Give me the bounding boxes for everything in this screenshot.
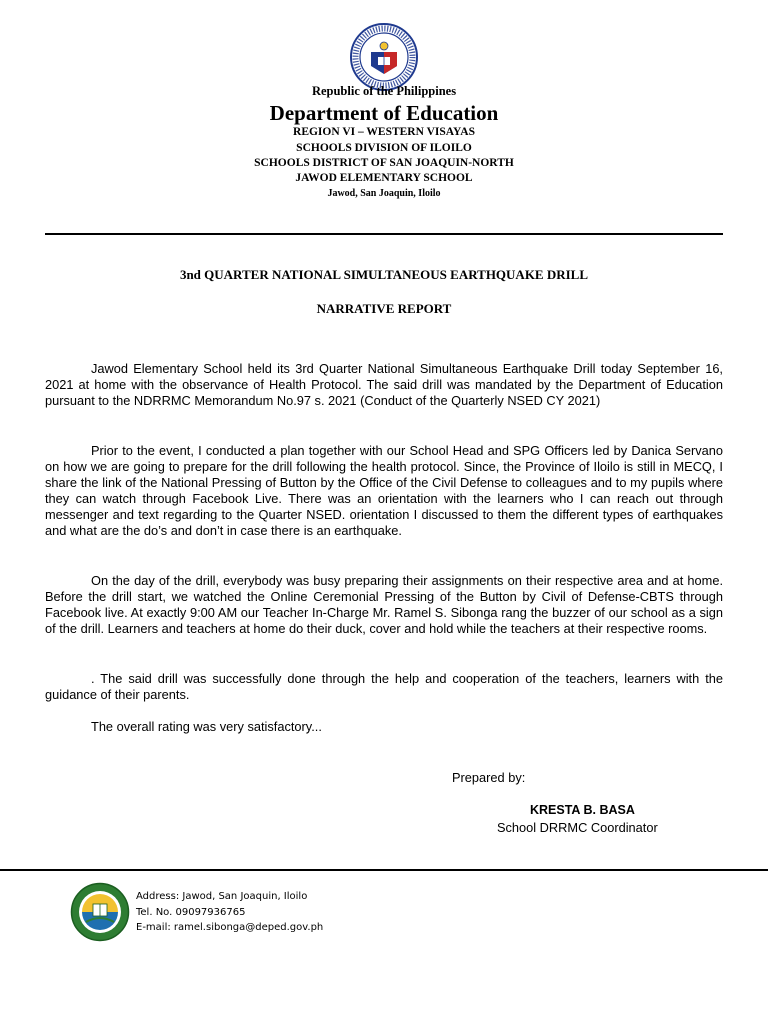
school-address-line: Jawod, San Joaquin, Iloilo [327,188,441,199]
footer-divider [0,869,768,871]
paragraph-text: . The said drill was successfully done through the help and cooperation of the teachers, learners with the guidance of their parents. [45,671,723,703]
school-line: JAWOD ELEMENTARY SCHOOL [295,172,473,184]
republic-line: Republic of the Philippines [311,84,457,98]
paragraph-text: Prior to the event, I conducted a plan together with our School Head and SPG Officers led by Danica Servano on how we are going to prepare for the drill following the health protocol. Since, the Province of Iloilo is still in MECQ, I share the link of the National Pressing of Button by the Office of the Civil Defense to colleagues and to my pupils where they can watch through Facebook Live. There was an orientation with the learners who I can reach out through messenger and text regarding to the Quarter NSED. orientation I discussed to them the different types of earthquakes and what are the do’s and don’t in case there is an earthquake. [45,443,723,539]
report-paragraph [45,719,723,735]
division-line: SCHOOLS DIVISION OF ILOILO [296,142,472,154]
report-title: 3nd QUARTER NATIONAL SIMULTANEOUS EARTHQUAKE DRILL [179,267,589,282]
report-subtitle: NARRATIVE REPORT [316,301,452,316]
report-paragraph [45,573,723,637]
header-divider [45,233,723,235]
paragraph-text: On the day of the drill, everybody was busy preparing their assignments on their respective area and at home. Before the drill start, we watched the Online Ceremonial Pressing of the Button by Civil of Defense-CBTS through Facebook live. At exactly 9:00 AM our Teacher In-Charge Mr. Ramel S. Sibonga rang the buzzer of our school as a sign of the drill. Learners and teachers at home do their duck, cover and hold while the teachers at their respective rooms. [45,573,723,637]
prepared-by-label: Prepared by: [452,770,526,785]
paragraph-text: The overall rating was very satisfactory... [91,719,322,734]
deped-seal-icon [349,22,419,92]
report-paragraph [45,671,723,703]
footer-telephone: Tel. No. 09097936765 [136,907,246,918]
report-paragraph [45,361,723,409]
footer-email: E-mail: ramel.sibonga@deped.gov.ph [136,922,324,933]
paragraph-text: Jawod Elementary School held its 3rd Quarter National Simultaneous Earthquake Drill today September 16, 2021 at home with the observance of Health Protocol. The said drill was mandated by the Department of Education pursuant to the NDRRMC Memorandum No.97 s. 2021 (Conduct of the Quarterly NSED CY 2021) [45,361,723,409]
district-line: SCHOOLS DISTRICT OF SAN JOAQUIN-NORTH [254,157,514,169]
region-line: REGION VI – WESTERN VISAYAS [293,126,475,138]
signatory-role: School DRRMC Coordinator [497,820,658,835]
footer-address: Address: Jawod, San Joaquin, Iloilo [136,891,308,902]
school-logo-icon [70,882,130,942]
department-title: Department of Education [269,101,499,125]
report-paragraph [45,443,723,540]
signatory-name: KRESTA B. BASA [530,803,635,817]
